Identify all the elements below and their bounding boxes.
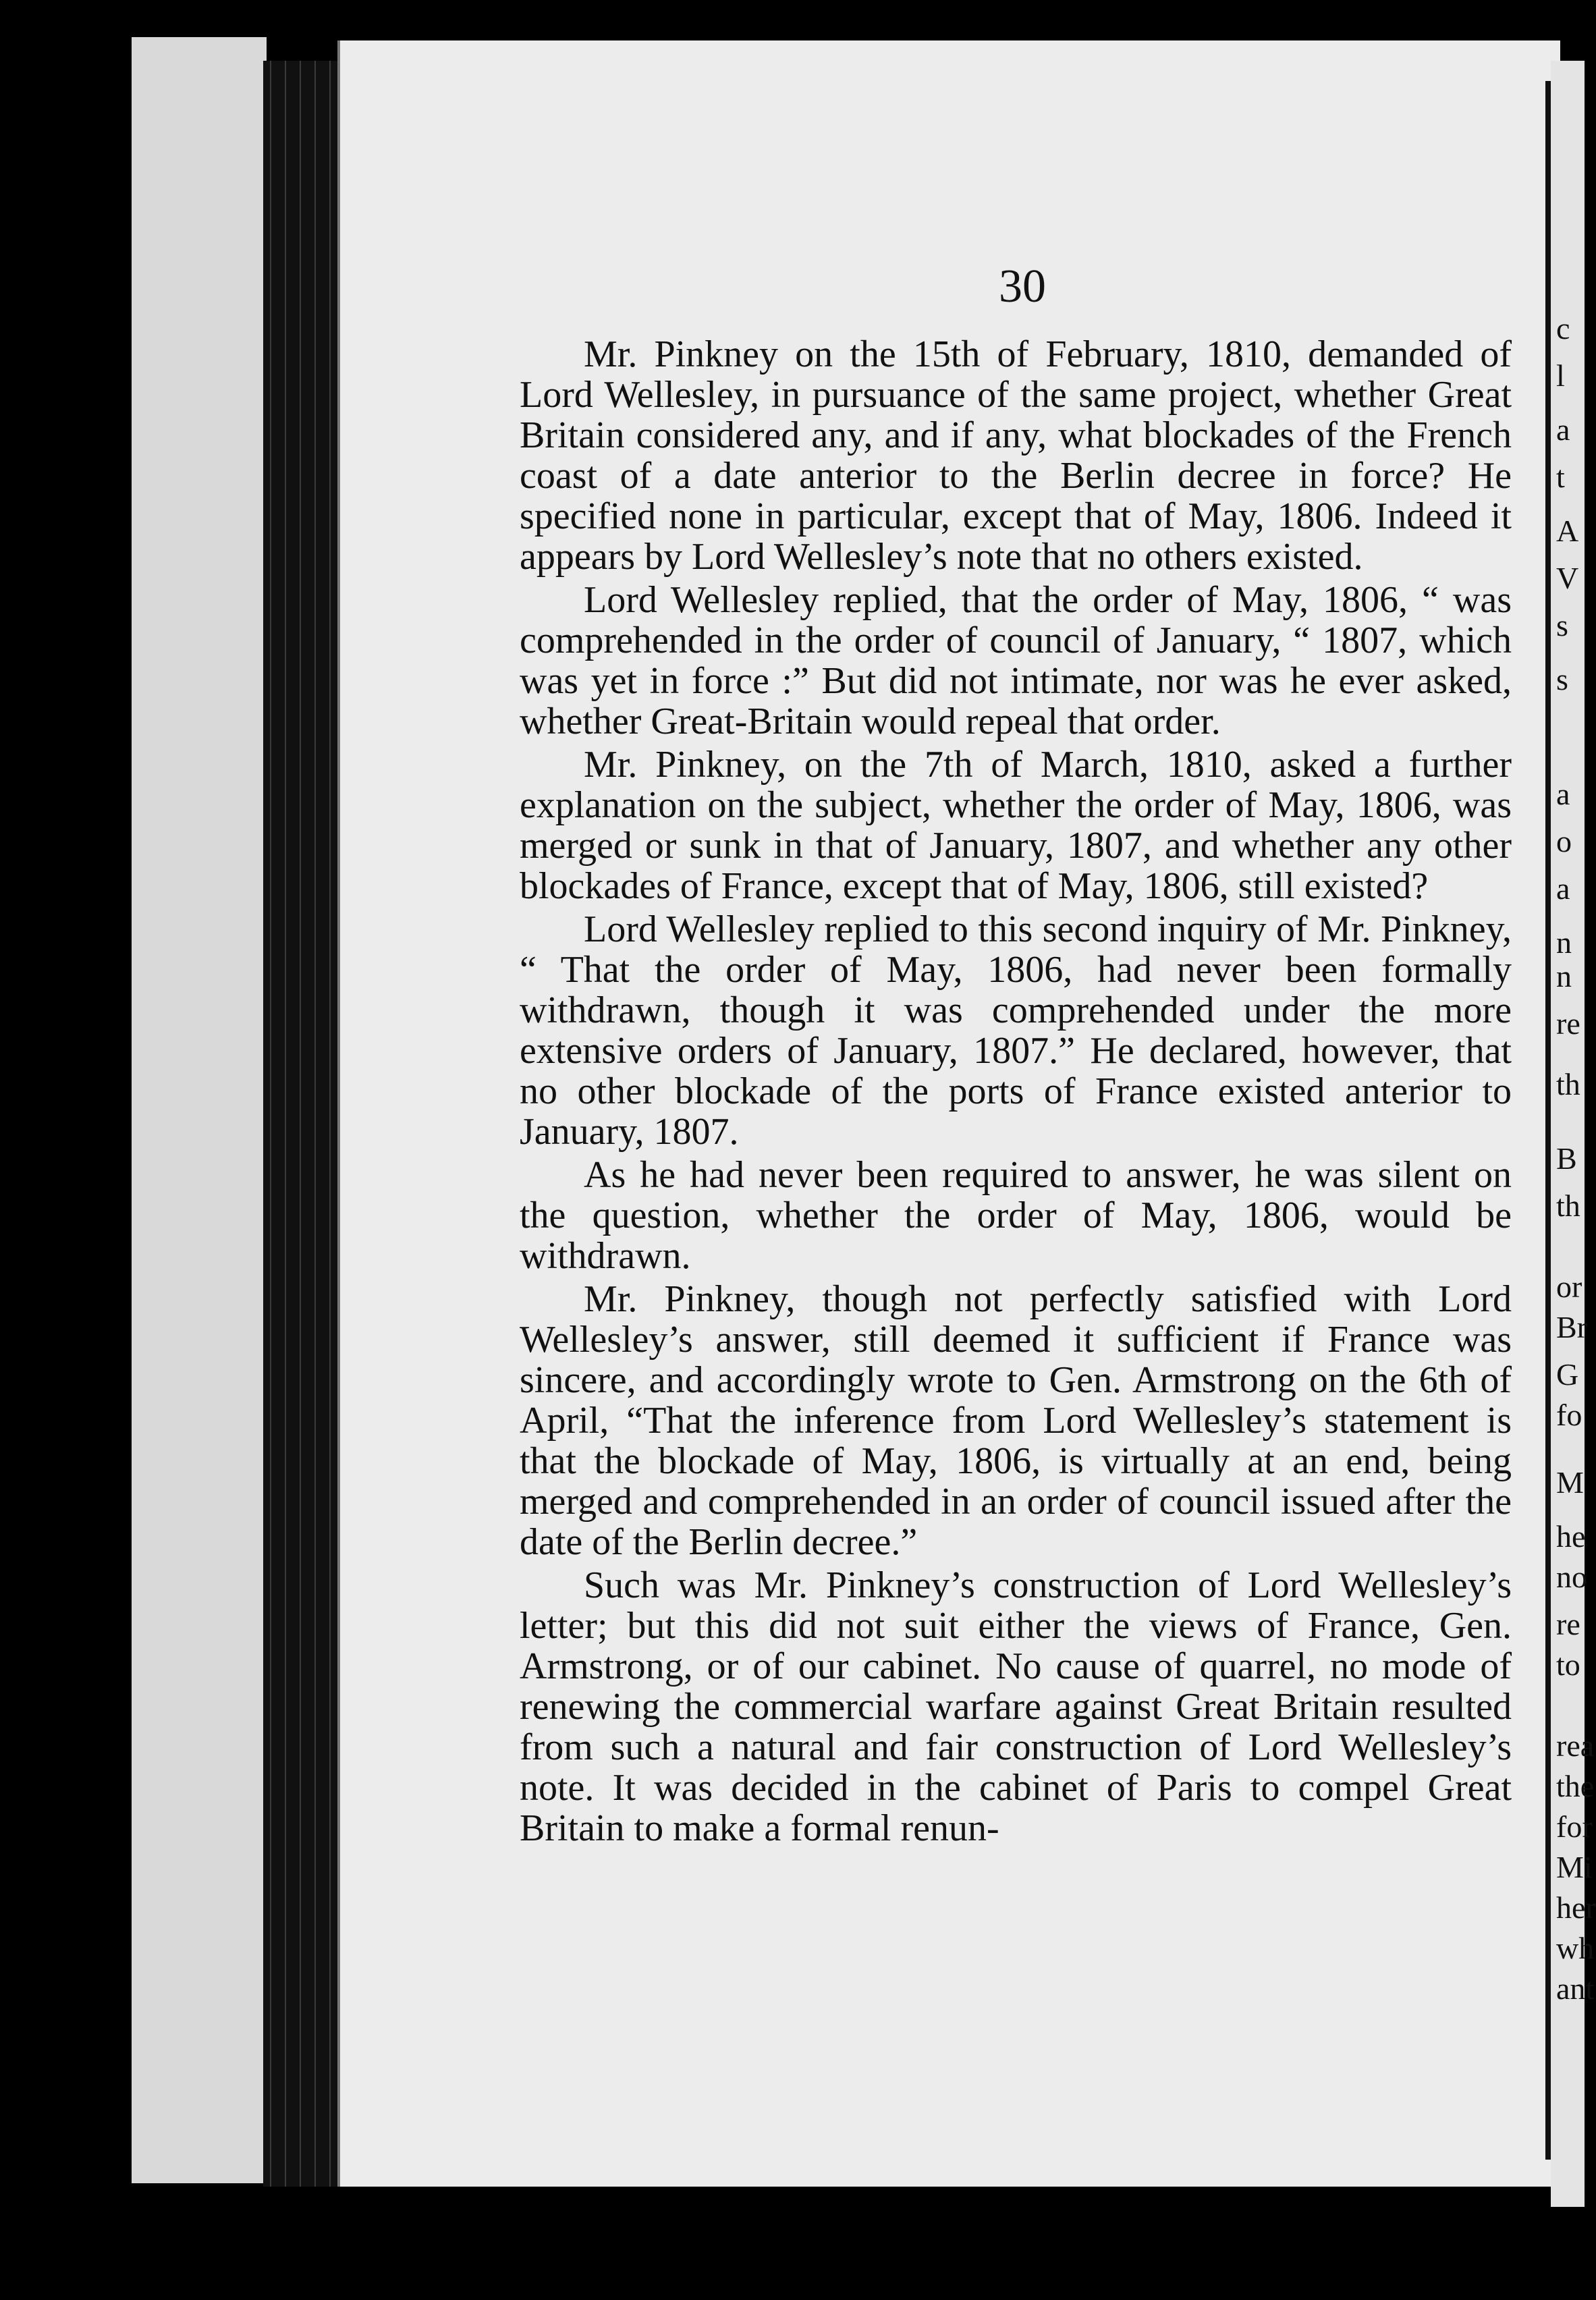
- facing-page-fragment: a: [1556, 412, 1570, 447]
- facing-page-fragment: l: [1556, 358, 1565, 393]
- facing-page-fragment: no: [1556, 1560, 1587, 1594]
- facing-page-fragment: B: [1556, 1141, 1577, 1176]
- facing-page-fragment: or: [1556, 1269, 1583, 1304]
- facing-page-fragment: M: [1556, 1465, 1584, 1500]
- facing-page-fragment: fo: [1556, 1398, 1583, 1432]
- facing-page-fragment: her: [1556, 1890, 1596, 1925]
- facing-page-fragment: s: [1556, 662, 1568, 696]
- facing-page-fragment: to: [1556, 1647, 1580, 1682]
- facing-page-fragment: Br: [1556, 1310, 1587, 1344]
- facing-page-fragment: th: [1556, 1188, 1580, 1223]
- facing-page-fragment: a: [1556, 871, 1570, 906]
- facing-page-fragment: n: [1556, 925, 1572, 960]
- facing-page-fragment: the: [1556, 1769, 1595, 1803]
- facing-page-fragment: ant: [1556, 1971, 1595, 2006]
- paragraph: Such was Mr. Pinkney’s construction of Lord Wellesley’s letter; but this did not suit either the views of France, Gen. Armstrong, or of our cabinet. No cause of quarrel, no mode of renewing the commercial warfare against Great Britain resulted from such a natural and fair construction of Lord Wellesley’s note. It was decided in the cabinet of Paris to compel Great Britain to make a formal renun-: [520, 1564, 1512, 1849]
- paragraph: Mr. Pinkney on the 15th of February, 1810, demanded of Lord Wellesley, in pursuance of the same project, whether Great Britain considered any, and if any, what blockades of the French coast of a date anterior to the Berlin decree in force? He specified none in particular, except that of May, 1806. Indeed it appears by Lord Wellesley’s note that no others existed.: [520, 333, 1512, 578]
- facing-page-fragment: re: [1556, 1006, 1580, 1041]
- page-stack-edge: [263, 61, 344, 2187]
- facing-page-fragment: s: [1556, 608, 1568, 642]
- facing-page-edge: [1551, 61, 1596, 2207]
- page-number: 30: [999, 261, 1046, 312]
- facing-page-fragment: Mi: [1556, 1850, 1593, 1884]
- facing-page-fragment: t: [1556, 460, 1565, 494]
- facing-page-fragment: G: [1556, 1357, 1579, 1392]
- facing-page-fragment: o: [1556, 824, 1572, 858]
- facing-page-fragment: V: [1556, 561, 1579, 595]
- paragraph: As he had never been required to answer, he was silent on the question, whether the order of May, 1806, would be withdrawn.: [520, 1154, 1512, 1277]
- facing-page-fragment: th: [1556, 1067, 1580, 1101]
- gutter-shadow: [1545, 81, 1551, 2160]
- facing-page-fragment: he: [1556, 1519, 1586, 1554]
- facing-page-fragment: c: [1556, 311, 1570, 346]
- facing-page-fragment: A: [1556, 514, 1579, 548]
- facing-page-fragment: n: [1556, 959, 1572, 993]
- book-left-margin: [132, 37, 267, 2183]
- facing-page-fragment: re: [1556, 1607, 1580, 1641]
- facing-page-fragment: for: [1556, 1809, 1593, 1844]
- paragraph: Mr. Pinkney, on the 7th of March, 1810, asked a further explanation on the subject, whether the order of May, 1806, was merged or sunk in that of January, 1807, and whether any other blockades of France, except that of May, 1806, still existed?: [520, 744, 1512, 907]
- paragraph: Lord Wellesley replied, that the order of May, 1806, “ was comprehended in the order of council of January, “ 1807, which was yet in force :” But did not intimate, nor was he ever asked, whether Great-Britain would repeal that order.: [520, 579, 1512, 742]
- paragraph: Lord Wellesley replied to this second inquiry of Mr. Pinkney, “ That the order of May, 1806, had never been formally withdrawn, though it was comprehended under the more extensive orders of January, 1807.” He declared, however, that no other blockade of the ports of France existed anterior to January, 1807.: [520, 908, 1512, 1153]
- facing-page-fragment: wh: [1556, 1931, 1595, 1965]
- facing-page-fragment: a: [1556, 777, 1570, 811]
- facing-page-fragment: rea: [1556, 1728, 1595, 1763]
- page-text: [520, 334, 1512, 1849]
- paragraph: Mr. Pinkney, though not perfectly satisfied with Lord Wellesley’s answer, still deemed it sufficient if France was sincere, and accordingly wrote to Gen. Armstrong on the 6th of April, “That the inference from Lord Wellesley’s statement is that the blockade of May, 1806, is virtually at an end, being merged and comprehended in an order of council issued after the date of the Berlin decree.”: [520, 1278, 1512, 1563]
